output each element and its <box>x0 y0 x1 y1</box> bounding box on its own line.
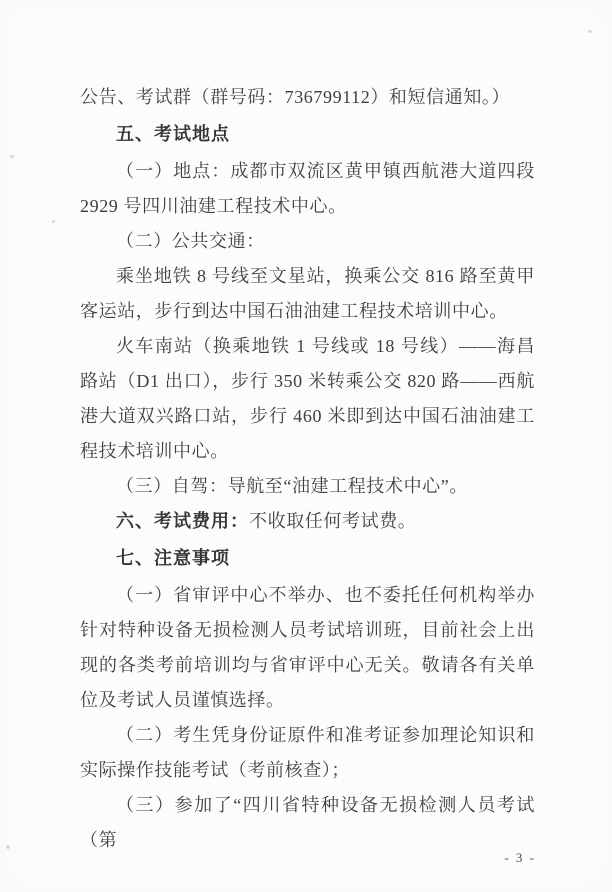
document-body <box>80 80 535 858</box>
page-number: - 3 - <box>504 850 536 865</box>
section-5-item-2-transit-route-1: 乘坐地铁 8 号线至文星站，换乘公交 816 路至黄甲客运站，步行到达中国石油油建工程技术培训中心。 <box>80 266 535 321</box>
section-6-fee-line <box>80 504 535 539</box>
scan-speck <box>588 30 592 33</box>
section-7-item-2-notice: （二）考生凭身份证原件和准考证参加理论知识和实际操作技能考试（考前核查）； <box>80 725 535 780</box>
section-5-item-2-transit-route-2: 火车南站（换乘地铁 1 号线或 18 号线）——海昌路站（D1 出口），步行 350 米转乘公交 820 路——西航港大道双兴路口站，步行 460 米即到达中国石油油建工程技术培训中心。 <box>80 336 535 461</box>
section-5-item-2-label: （二）公共交通： <box>116 231 265 251</box>
continuation-line: 公告、考试群（群号码：736799112）和短信通知。） <box>80 87 511 107</box>
section-6-text: 不收取任何考试费。 <box>249 511 417 531</box>
section-7-item-1-notice: （一）省审评中心不举办、也不委托任何机构举办针对特种设备无损检测人员考试培训班，目前社会上出现的各类考前培训均与省审评中心无关。敬请各有关单位及考试人员谨慎选择。 <box>80 585 535 710</box>
scan-speck <box>6 845 10 849</box>
section-5-item-3-driving: （三）自驾：导航至“油建工程技术中心”。 <box>116 476 468 496</box>
section-5-item-1-location: （一）地点：成都市双流区黄甲镇西航港大道四段 2929 号四川油建工程技术中心。 <box>80 161 535 216</box>
scan-speck <box>10 155 14 158</box>
section-7-heading: 七、注意事项 <box>116 548 230 568</box>
section-5-heading: 五、考试地点 <box>116 124 230 144</box>
section-6-heading: 六、考试费用： <box>116 511 249 531</box>
section-7-item-3-notice-partial: （三）参加了“四川省特种设备无损检测人员考试（第 <box>80 795 535 850</box>
scan-speck <box>52 220 55 223</box>
